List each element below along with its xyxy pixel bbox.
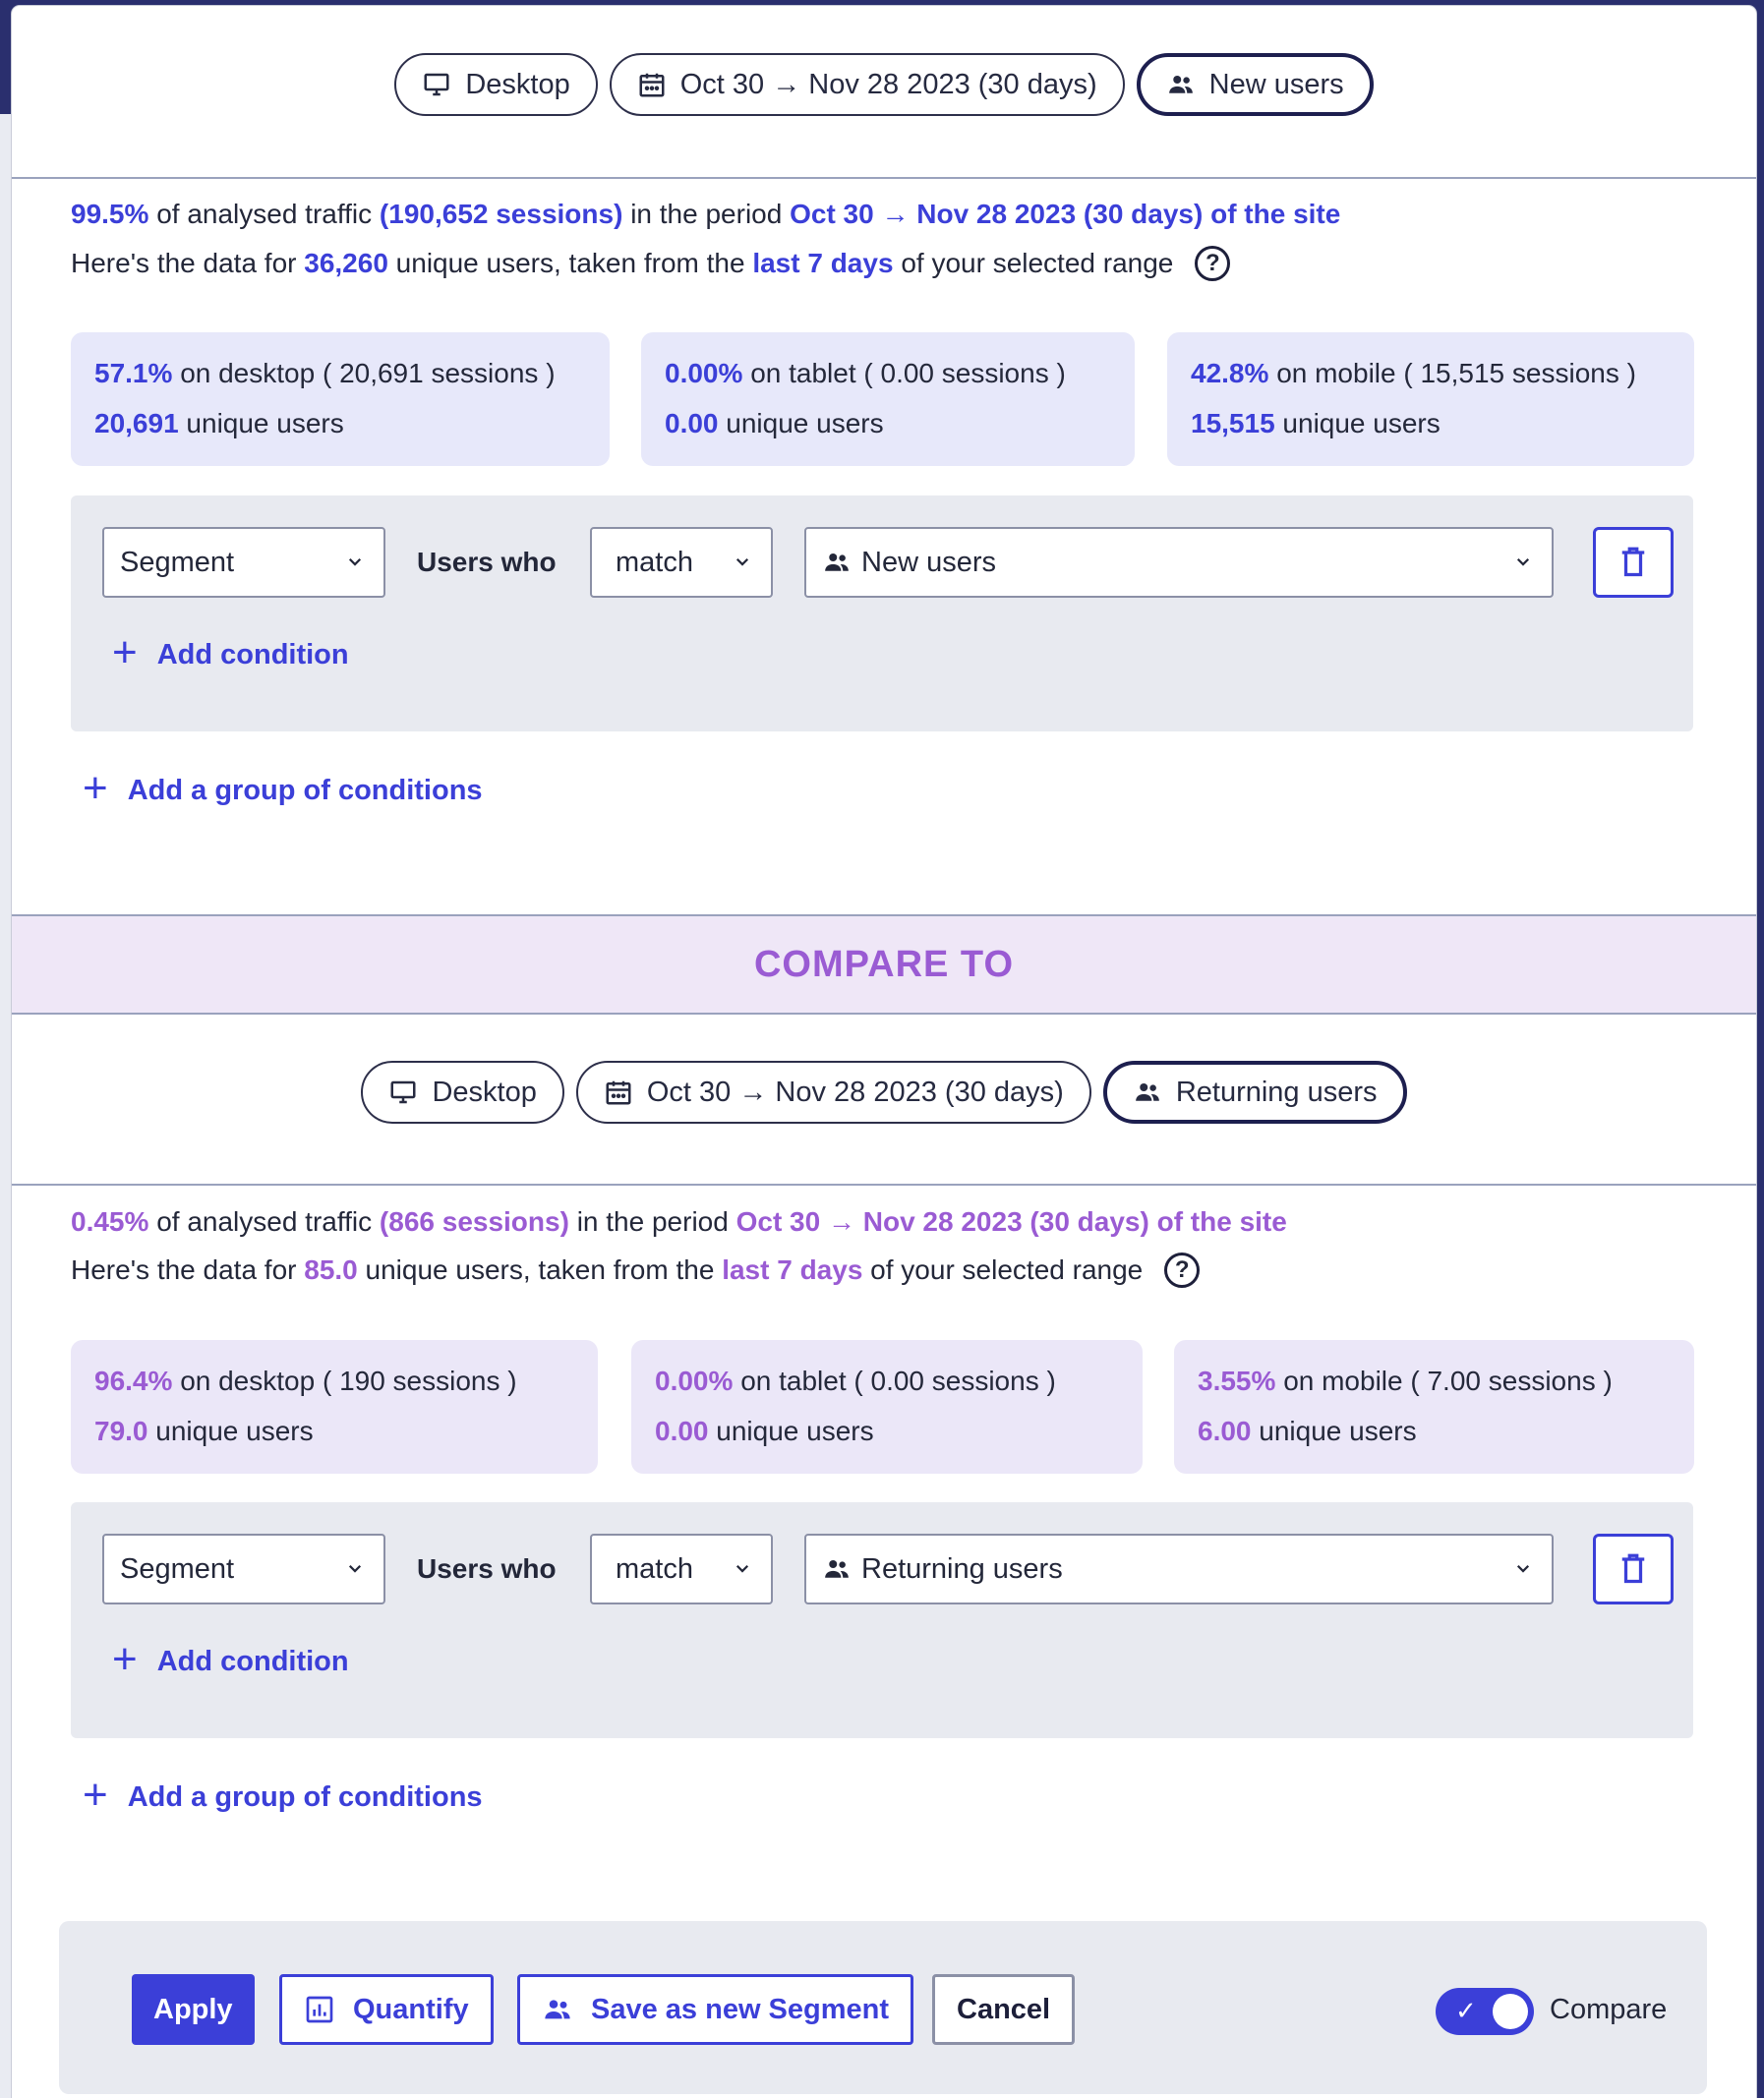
session-count: (190,652 sessions) xyxy=(379,199,623,229)
primary-condition-group xyxy=(71,495,1693,731)
help-icon[interactable]: ? xyxy=(1164,1253,1200,1288)
chevron-down-icon xyxy=(346,1559,364,1577)
date-range-pill[interactable] xyxy=(576,1061,1091,1124)
stat-label: on tablet ( 0.00 sessions ) xyxy=(750,358,1066,388)
chevron-down-icon xyxy=(734,553,751,570)
stat-percentage: 96.4% xyxy=(94,1366,173,1396)
add-group-link[interactable] xyxy=(83,764,483,812)
delete-condition-button[interactable] xyxy=(1593,527,1674,598)
help-icon[interactable]: ? xyxy=(1195,246,1230,281)
stat-users-label: unique users xyxy=(716,1416,874,1446)
device-filter-pill[interactable] xyxy=(361,1061,563,1124)
apply-button[interactable] xyxy=(132,1974,255,2045)
summary-text: Here's the data for xyxy=(71,1254,297,1285)
segment-value-select[interactable] xyxy=(804,1534,1554,1604)
add-group-label: Add a group of conditions xyxy=(127,1780,483,1813)
stat-users: 20,691 xyxy=(94,408,179,438)
chevron-down-icon xyxy=(346,553,364,570)
plus-icon: + xyxy=(112,628,138,676)
session-count: (866 sessions) xyxy=(379,1206,569,1237)
device-filter-pill[interactable] xyxy=(394,53,597,116)
compare-to-band xyxy=(12,914,1756,1015)
stat-users-label: unique users xyxy=(726,408,884,438)
users-who-label: Users who xyxy=(417,1553,557,1584)
last-days-text: last 7 days xyxy=(752,248,894,278)
summary-text: unique users, taken from the xyxy=(395,248,745,278)
summary-text: unique users, taken from the xyxy=(365,1254,715,1285)
plus-icon: + xyxy=(112,1635,138,1683)
stat-percentage: 0.00% xyxy=(655,1366,734,1396)
segment-pill[interactable] xyxy=(1137,53,1374,116)
stat-label: on tablet ( 0.00 sessions ) xyxy=(740,1366,1056,1396)
match-operator-select[interactable] xyxy=(590,1534,773,1604)
cancel-button[interactable] xyxy=(932,1974,1075,2045)
add-condition-label: Add condition xyxy=(156,638,349,670)
stat-users-label: unique users xyxy=(186,408,344,438)
segment-compare-modal xyxy=(12,6,1756,2098)
cancel-button-label: Cancel xyxy=(957,1993,1051,2025)
primary-users-summary xyxy=(71,246,1230,281)
stat-label: on desktop ( 190 sessions ) xyxy=(180,1366,517,1396)
period-text: Oct 30 → Nov 28 2023 (30 days) of the site xyxy=(735,1206,1287,1237)
stat-percentage: 3.55% xyxy=(1198,1366,1276,1396)
device-filter-label: Desktop xyxy=(465,68,570,100)
traffic-percentage: 0.45% xyxy=(71,1206,149,1237)
mobile-stat-card xyxy=(1167,332,1694,466)
summary-text: of your selected range xyxy=(870,1254,1144,1285)
add-condition-link[interactable] xyxy=(112,628,349,676)
stat-percentage: 42.8% xyxy=(1191,358,1269,388)
summary-text: Here's the data for xyxy=(71,248,297,278)
primary-traffic-summary xyxy=(71,199,1340,230)
apply-button-label: Apply xyxy=(153,1993,233,2025)
quantify-button[interactable] xyxy=(279,1974,494,2045)
users-icon xyxy=(822,548,852,577)
users-icon xyxy=(1166,70,1196,99)
add-group-link[interactable] xyxy=(83,1771,483,1819)
compare-toggle-label: Compare xyxy=(1550,1994,1668,2025)
desktop-stat-card xyxy=(71,332,610,466)
segment-pill-label: New users xyxy=(1208,68,1344,100)
stat-users-label: unique users xyxy=(1259,1416,1417,1446)
summary-text: in the period xyxy=(576,1206,729,1237)
stat-users: 0.00 xyxy=(655,1416,709,1446)
page-backdrop-header xyxy=(0,0,12,114)
bar-chart-icon xyxy=(304,1994,335,2025)
toggle-knob xyxy=(1493,1994,1528,2029)
users-who-label: Users who xyxy=(417,547,557,577)
tablet-stat-card xyxy=(631,1340,1143,1474)
section-divider xyxy=(12,177,1756,179)
monitor-icon xyxy=(422,70,451,99)
select-value: match xyxy=(616,1552,693,1585)
tablet-stat-card xyxy=(641,332,1135,466)
primary-filter-pills xyxy=(12,53,1756,116)
compare-to-label: COMPARE TO xyxy=(753,943,1015,985)
unique-users-count: 36,260 xyxy=(304,248,388,278)
users-icon xyxy=(542,1994,573,2025)
page-backdrop xyxy=(0,0,12,2098)
segment-pill[interactable] xyxy=(1103,1061,1407,1124)
stat-percentage: 0.00% xyxy=(665,358,743,388)
users-icon xyxy=(1133,1078,1162,1107)
device-filter-label: Desktop xyxy=(432,1076,537,1108)
plus-icon: + xyxy=(83,764,108,812)
period-text: Oct 30 → Nov 28 2023 (30 days) of the site xyxy=(790,199,1341,229)
select-value: Segment xyxy=(120,546,235,578)
plus-icon: + xyxy=(83,1771,108,1819)
comparison-filter-pills xyxy=(12,1061,1756,1124)
compare-toggle[interactable] xyxy=(1436,1988,1534,2035)
stat-users: 6.00 xyxy=(1198,1416,1252,1446)
condition-type-select[interactable] xyxy=(102,527,385,598)
add-group-label: Add a group of conditions xyxy=(127,774,483,806)
chevron-down-icon xyxy=(1514,1559,1532,1577)
save-segment-button-label: Save as new Segment xyxy=(591,1993,890,2025)
section-divider xyxy=(12,1184,1756,1186)
condition-type-select[interactable] xyxy=(102,1534,385,1604)
stat-label: on mobile ( 15,515 sessions ) xyxy=(1276,358,1636,388)
select-value: match xyxy=(616,546,693,578)
delete-condition-button[interactable] xyxy=(1593,1534,1674,1604)
mobile-stat-card xyxy=(1174,1340,1694,1474)
comparison-traffic-summary xyxy=(71,1206,1287,1238)
summary-text: of your selected range xyxy=(901,248,1174,278)
summary-text: of analysed traffic xyxy=(156,1206,373,1237)
stat-users-label: unique users xyxy=(1282,408,1441,438)
comparison-users-summary xyxy=(71,1253,1200,1288)
chevron-down-icon xyxy=(734,1559,751,1577)
comparison-condition-group xyxy=(71,1502,1693,1738)
segment-pill-label: Returning users xyxy=(1175,1076,1378,1108)
last-days-text: last 7 days xyxy=(722,1254,863,1285)
desktop-stat-card xyxy=(71,1340,598,1474)
traffic-percentage: 99.5% xyxy=(71,199,149,229)
match-operator-select[interactable] xyxy=(590,527,773,598)
add-condition-label: Add condition xyxy=(156,1645,349,1677)
chevron-down-icon xyxy=(1514,553,1532,570)
add-condition-link[interactable] xyxy=(112,1635,349,1683)
segment-value-select[interactable] xyxy=(804,527,1554,598)
users-icon xyxy=(822,1554,852,1584)
stat-label: on desktop ( 20,691 sessions ) xyxy=(180,358,556,388)
modal-footer xyxy=(59,1921,1707,2094)
select-value: Returning users xyxy=(861,1552,1063,1585)
stat-label: on mobile ( 7.00 sessions ) xyxy=(1283,1366,1613,1396)
date-range-label: Oct 30 → Nov 28 2023 (30 days) xyxy=(679,68,1097,100)
summary-text: in the period xyxy=(630,199,783,229)
unique-users-count: 85.0 xyxy=(304,1254,358,1285)
summary-text: of analysed traffic xyxy=(156,199,373,229)
stat-users: 79.0 xyxy=(94,1416,148,1446)
stat-users: 0.00 xyxy=(665,408,719,438)
calendar-icon xyxy=(604,1078,633,1107)
monitor-icon xyxy=(388,1078,418,1107)
select-value: New users xyxy=(861,546,996,578)
stat-percentage: 57.1% xyxy=(94,358,173,388)
date-range-pill[interactable] xyxy=(610,53,1125,116)
select-value: Segment xyxy=(120,1552,235,1585)
trash-icon xyxy=(1618,1552,1648,1586)
save-segment-button[interactable] xyxy=(517,1974,913,2045)
date-range-label: Oct 30 → Nov 28 2023 (30 days) xyxy=(646,1076,1064,1108)
stat-users-label: unique users xyxy=(155,1416,314,1446)
trash-icon xyxy=(1618,546,1648,579)
calendar-icon xyxy=(637,70,667,99)
check-icon: ✓ xyxy=(1455,1996,1477,2025)
quantify-button-label: Quantify xyxy=(353,1993,469,2025)
stat-users: 15,515 xyxy=(1191,408,1275,438)
